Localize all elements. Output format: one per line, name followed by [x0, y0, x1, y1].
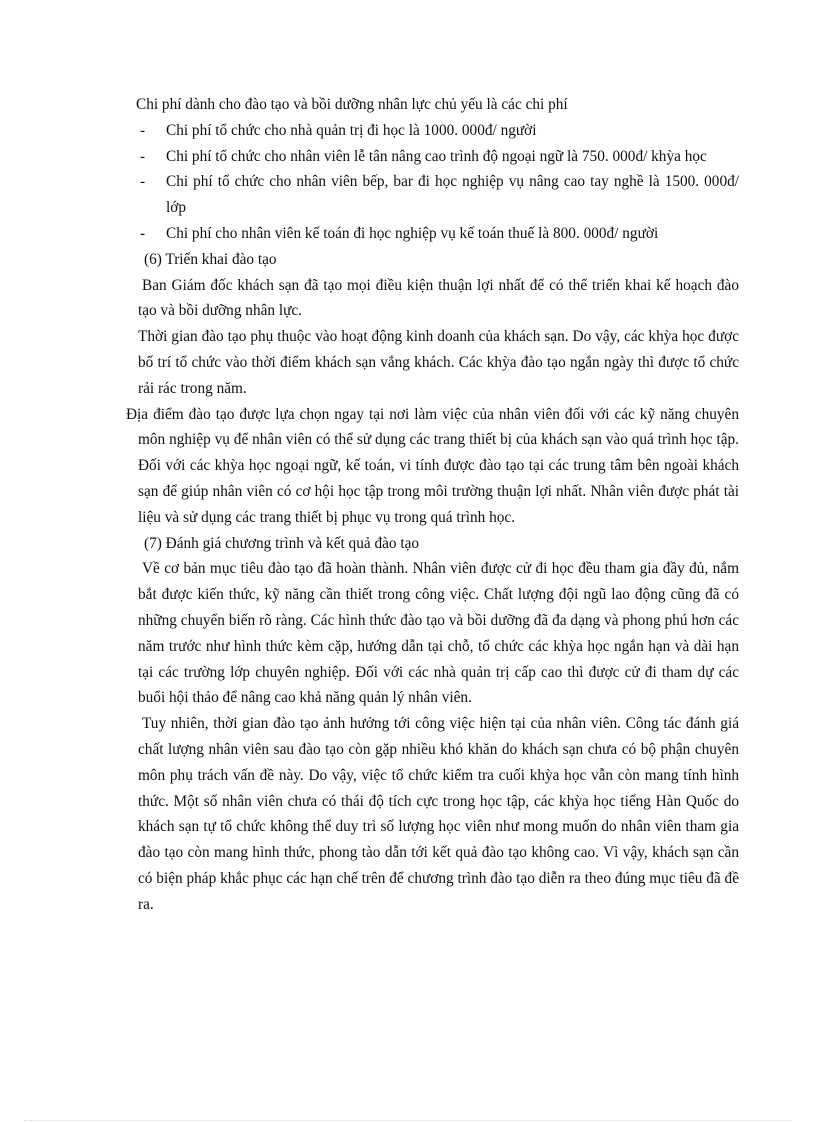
- intro-paragraph: Chi phí dành cho đào tạo và bồi dưỡng nhân lực chủ yếu là các chi phí: [136, 96, 568, 113]
- bullet-text: Chi phí tổ chức cho nhân viên lễ tân nâng cao trình độ ngoại ngữ là 750. 000đ/ khỳa học: [166, 147, 707, 165]
- bullet-dash: -: [140, 173, 146, 191]
- body-paragraph: Về cơ bản mục tiêu đào tạo đã hoàn thành. Nhân viên được cử đi học đều tham gia đầy đủ, nắm bắt được kiến thức, kỹ năng cần thiết trong công việc. Chất lượng đội ngũ lao động cũng đã có những chuyển biến rõ ràng. Các hình thức đào tạo và bồi dưỡng đã đa dạng và phong phú hơn các năm trước như hình thức kèm cặp, hướng dẫn tại chỗ, tổ chức các khỳa học ngắn hạn và dài hạn tại các trường lớp chuyên nghiệp. Đối với các nhà quản trị cấp cao thì được cử đi tham dự các buổi hội thảo để nâng cao khả năng quản lý nhân viên.: [138, 560, 739, 707]
- body-paragraph: Địa điểm đào tạo được lựa chọn ngay tại nơi làm việc của nhân viên đối với các kỹ năng chuyên môn nghiệp vụ để nhân viên có thể sử dụng các trang thiết bị của khách sạn vào quá trình học tập. Đối với các khỳa học ngoại ngữ, kế toán, vi tính được đào tạo tại các trung tâm bên ngoài khách sạn để giúp nhân viên có cơ hội học tập trong môi trường thuận lợi nhất. Nhân viên được phát tài liệu và sử dụng các trang thiết bị phục vụ trong quá trình học.: [126, 405, 739, 526]
- bullet-dash: -: [140, 121, 146, 139]
- section-heading-6: (6) Triển khai đào tạo: [144, 250, 277, 268]
- bullet-dash: -: [140, 147, 146, 165]
- bullet-item: [138, 144, 739, 170]
- section-heading-7: (7) Đánh giá chương trình và kết quả đào tạo: [144, 534, 420, 552]
- bullet-item: [138, 118, 739, 144]
- document-body: [126, 92, 739, 918]
- page-bottom-divider: [24, 1120, 792, 1121]
- bullet-item: [138, 169, 739, 221]
- bullet-text: Chi phí tổ chức cho nhà quản trị đi học là 1000. 000đ/ người: [166, 121, 537, 139]
- bullet-item: [138, 221, 739, 247]
- bullet-dash: -: [140, 224, 146, 242]
- body-paragraph: Ban Giám đốc khách sạn đã tạo mọi điều kiện thuận lợi nhất để có thể triển khai kế hoạch đào tạo và bồi dưỡng nhân lực.: [138, 276, 739, 320]
- bullet-text: Chi phí tổ chức cho nhân viên bếp, bar đi học nghiệp vụ nâng cao tay nghề là 1500. 000đ/ lớp: [166, 173, 739, 217]
- bullet-text: Chi phí cho nhân viên kế toán đi học nghiệp vụ kế toán thuế là 800. 000đ/ người: [166, 224, 659, 242]
- body-paragraph: Tuy nhiên, thời gian đào tạo ảnh hưởng tới công việc hiện tại của nhân viên. Công tác đánh giá chất lượng nhân viên sau đào tạo còn gặp nhiều khó khăn do khách sạn chưa có bộ phận chuyên môn phụ trách vấn đề này. Do vậy, việc tổ chức kiểm tra cuối khỳa học vẫn còn mang tính hình thức. Một số nhân viên chưa có thái độ tích cực trong học tập, các khỳa học tiếng Hàn Quốc do khách sạn tự tổ chức không thể duy trì số lượng học viên như mong muốn do nhân viên tham gia đào tạo còn mang hình thức, phong tào dẫn tới kết quả đào tạo không cao. Vì vậy, khách sạn cần có biện pháp khắc phục các hạn chế trên để chương trình đào tạo diễn ra theo đúng mục tiêu đã đề ra.: [138, 715, 739, 913]
- body-paragraph: Thời gian đào tạo phụ thuộc vào hoạt động kinh doanh của khách sạn. Do vậy, các khỳa học được bố trí tổ chức vào thời điểm khách sạn vắng khách. Các khỳa đào tạo ngắn ngày thì được tổ chức rải rác trong năm.: [138, 328, 739, 397]
